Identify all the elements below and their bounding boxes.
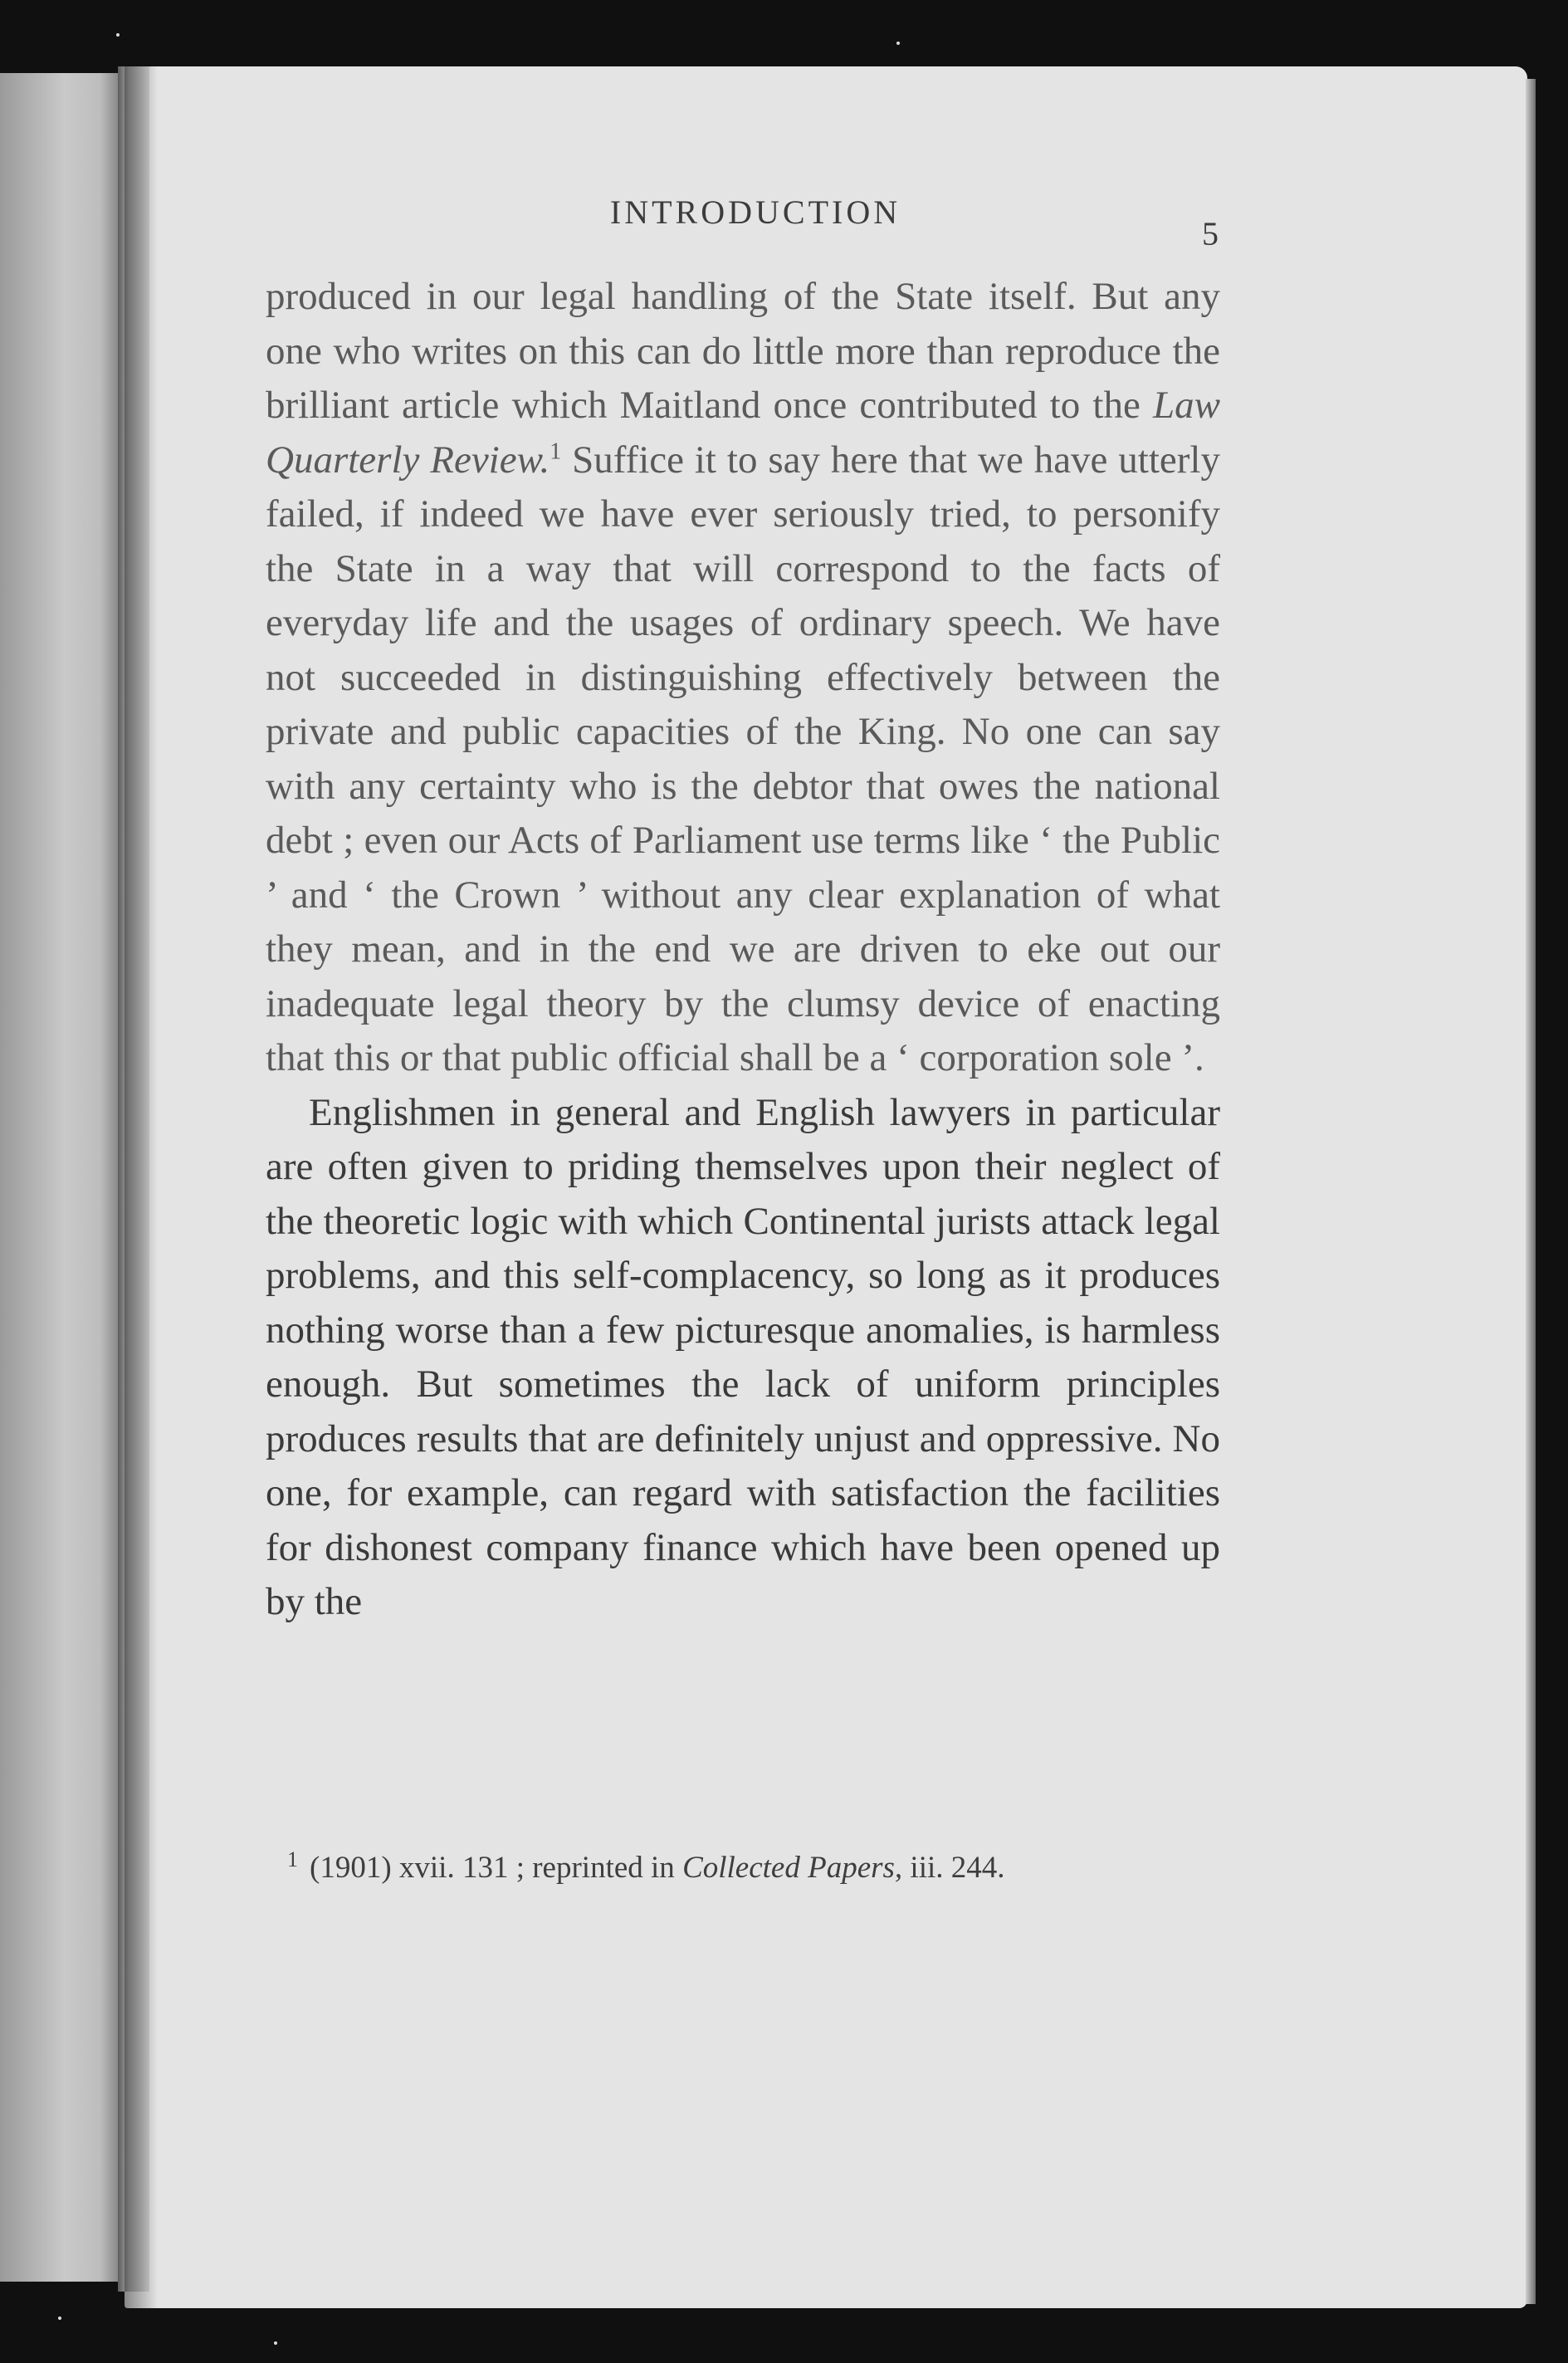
journal-title: Law Quarterly Review. (266, 384, 1220, 482)
body-text (266, 270, 1220, 1630)
gutter-shadow (125, 66, 158, 2308)
running-head: INTRODUCTION (609, 193, 901, 231)
page-number: 5 (1202, 215, 1219, 252)
scan-speck (896, 42, 900, 45)
footnote (287, 1847, 1225, 1886)
page-right-edge (1526, 79, 1536, 2304)
paragraph-1-text-b: Suffice it to say here that we have utterly failed, if indeed we have ever seriously tried, to personify the State in a way that will correspond to the facts of everyday life and the usages of ordinary speech. We have not succeeded in distinguishing effectively between the private and public capacities of the King. No one can say with any certainty who is the debtor that owes the national debt ; even our Acts of Parliament use terms like ‘ the Public ’ and ‘ the Crown ’ without any clear explanation of what they mean, and in the end we are driven to eke out our inadequate legal theory by the clumsy device of enacting that this or that public official shall be a ‘ corporation sole ’. (266, 438, 1220, 1079)
footnote-text-b: iii. 244. (902, 1851, 1005, 1885)
footnote-title: Collected Papers, (682, 1851, 903, 1885)
paragraph-1 (266, 270, 1220, 1086)
scan-speck (58, 2317, 61, 2320)
footnote-reference: 1 (550, 438, 562, 464)
previous-page-edge (0, 73, 118, 2282)
paragraph-1-text-a: produced in our legal handling of the State itself. But any one who writes on this can do little more than reproduce the brilliant article which Maitland once contributed to the (266, 275, 1220, 427)
paragraph-2: Englishmen in general and English lawyers in particular are often given to priding themselves upon their neglect of the theoretic logic with which Continental jurists attack legal problems, and this self-complacency, so long as it produces nothing worse than a few picturesque anomalies, is harmless enough. But sometimes the lack of uniform principles produces results that are definitely unjust and oppressive. No one, for example, can regard with satisfaction the facilities for dishonest company finance which have been opened up by the (266, 1090, 1220, 1623)
footnote-mark: 1 (287, 1847, 298, 1871)
scan-speck (274, 2341, 277, 2345)
scan-speck (116, 33, 120, 37)
footnote-text-a: (1901) xvii. 131 ; reprinted in (310, 1851, 683, 1885)
